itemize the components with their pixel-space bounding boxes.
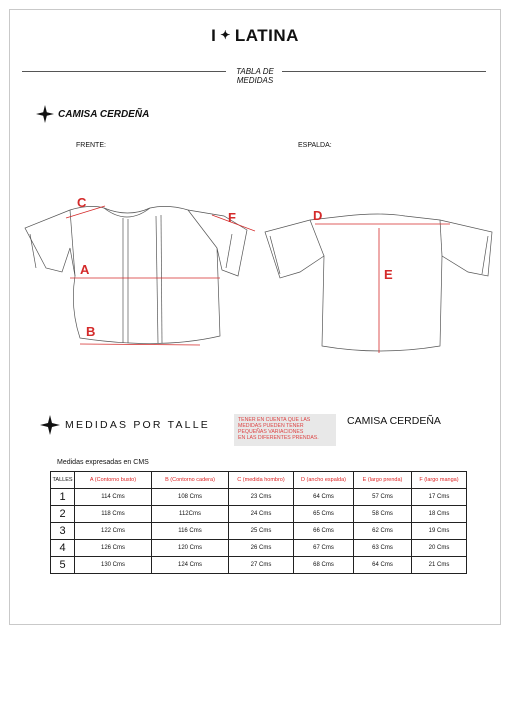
table-cell: 20 Cms bbox=[412, 540, 467, 557]
table-cell: 124 Cms bbox=[152, 557, 229, 574]
marker-d: D bbox=[313, 208, 323, 223]
table-cell: 67 Cms bbox=[294, 540, 354, 557]
star-icon: ✦ bbox=[220, 28, 231, 42]
size-cell: 5 bbox=[51, 557, 75, 574]
note-line-4: EN LAS DIFERENTES PRENDAS. bbox=[238, 435, 319, 441]
size-chart-sheet bbox=[9, 9, 501, 625]
table-cell: 122 Cms bbox=[75, 523, 152, 540]
front-garment-drawing bbox=[25, 206, 247, 343]
table-row bbox=[51, 540, 467, 557]
table-cell: 23 Cms bbox=[229, 489, 294, 506]
table-cell: 21 Cms bbox=[412, 557, 467, 574]
size-cell: 2 bbox=[51, 506, 75, 523]
measures-heading bbox=[40, 415, 210, 435]
brand-logo-left: I bbox=[211, 26, 217, 45]
table-cell: 118 Cms bbox=[75, 506, 152, 523]
table-cell: 58 Cms bbox=[354, 506, 412, 523]
compass-star-icon bbox=[36, 105, 54, 123]
units-caption: Medidas expresadas en CMS bbox=[57, 459, 149, 466]
compass-star-icon bbox=[40, 415, 60, 435]
table-cell: 18 Cms bbox=[412, 506, 467, 523]
product-title: CAMISA CERDEÑA bbox=[58, 108, 150, 120]
brand-logo bbox=[10, 26, 500, 46]
garment-drawings bbox=[10, 188, 500, 358]
table-row bbox=[51, 557, 467, 574]
marker-e: E bbox=[384, 267, 393, 282]
product-name-label: CAMISA CERDEÑA bbox=[347, 415, 441, 427]
column-header: F (largo manga) bbox=[412, 472, 467, 489]
note-line-2: MEDIDAS PUEDEN TENER bbox=[238, 423, 304, 429]
table-cell: 25 Cms bbox=[229, 523, 294, 540]
table-cell: 27 Cms bbox=[229, 557, 294, 574]
column-header: E (largo prenda) bbox=[354, 472, 412, 489]
size-cell: 1 bbox=[51, 489, 75, 506]
table-cell: 116 Cms bbox=[152, 523, 229, 540]
table-cell: 64 Cms bbox=[354, 557, 412, 574]
front-view-label: FRENTE: bbox=[76, 142, 106, 149]
marker-a: A bbox=[80, 262, 90, 277]
table-cell: 62 Cms bbox=[354, 523, 412, 540]
table-cell: 63 Cms bbox=[354, 540, 412, 557]
variation-note bbox=[234, 414, 336, 446]
table-cell: 66 Cms bbox=[294, 523, 354, 540]
marker-b: B bbox=[86, 324, 96, 339]
back-measure-lines bbox=[315, 224, 450, 353]
table-row bbox=[51, 489, 467, 506]
size-cell: 3 bbox=[51, 523, 75, 540]
product-heading bbox=[36, 105, 149, 123]
table-cell: 68 Cms bbox=[294, 557, 354, 574]
column-header: D (ancho espalda) bbox=[294, 472, 354, 489]
table-cell: 126 Cms bbox=[75, 540, 152, 557]
column-header: C (medida hombro) bbox=[229, 472, 294, 489]
table-cell: 120 Cms bbox=[152, 540, 229, 557]
table-cell: 24 Cms bbox=[229, 506, 294, 523]
column-header: B (Contorno cadera) bbox=[152, 472, 229, 489]
table-cell: 108 Cms bbox=[152, 489, 229, 506]
note-line-3: PEQUEÑAS VARIACIONES bbox=[238, 429, 304, 435]
table-cell: 130 Cms bbox=[75, 557, 152, 574]
table-cell: 17 Cms bbox=[412, 489, 467, 506]
table-cell: 114 Cms bbox=[75, 489, 152, 506]
size-cell: 4 bbox=[51, 540, 75, 557]
table-cell: 112Cms bbox=[152, 506, 229, 523]
size-table bbox=[50, 471, 467, 574]
marker-c: C bbox=[77, 195, 87, 210]
column-header: A (Contorno busto) bbox=[75, 472, 152, 489]
subtitle-line-1: TABLA DE bbox=[236, 67, 274, 76]
table-cell: 57 Cms bbox=[354, 489, 412, 506]
table-cell: 65 Cms bbox=[294, 506, 354, 523]
table-header-row bbox=[51, 472, 467, 489]
table-cell: 19 Cms bbox=[412, 523, 467, 540]
note-line-1: TENER EN CUENTA QUE LAS bbox=[238, 417, 311, 423]
back-view-label: ESPALDA: bbox=[298, 142, 332, 149]
back-garment-drawing bbox=[265, 214, 492, 351]
measures-title: MEDIDAS POR TALLE bbox=[65, 419, 210, 431]
page-subtitle bbox=[10, 67, 500, 85]
subtitle-line-2: MEDIDAS bbox=[236, 76, 274, 85]
brand-logo-right: LATINA bbox=[234, 26, 299, 45]
column-header: TALLES bbox=[51, 472, 75, 489]
table-row bbox=[51, 506, 467, 523]
marker-f: F bbox=[228, 210, 236, 225]
table-cell: 26 Cms bbox=[229, 540, 294, 557]
table-row bbox=[51, 523, 467, 540]
table-cell: 64 Cms bbox=[294, 489, 354, 506]
